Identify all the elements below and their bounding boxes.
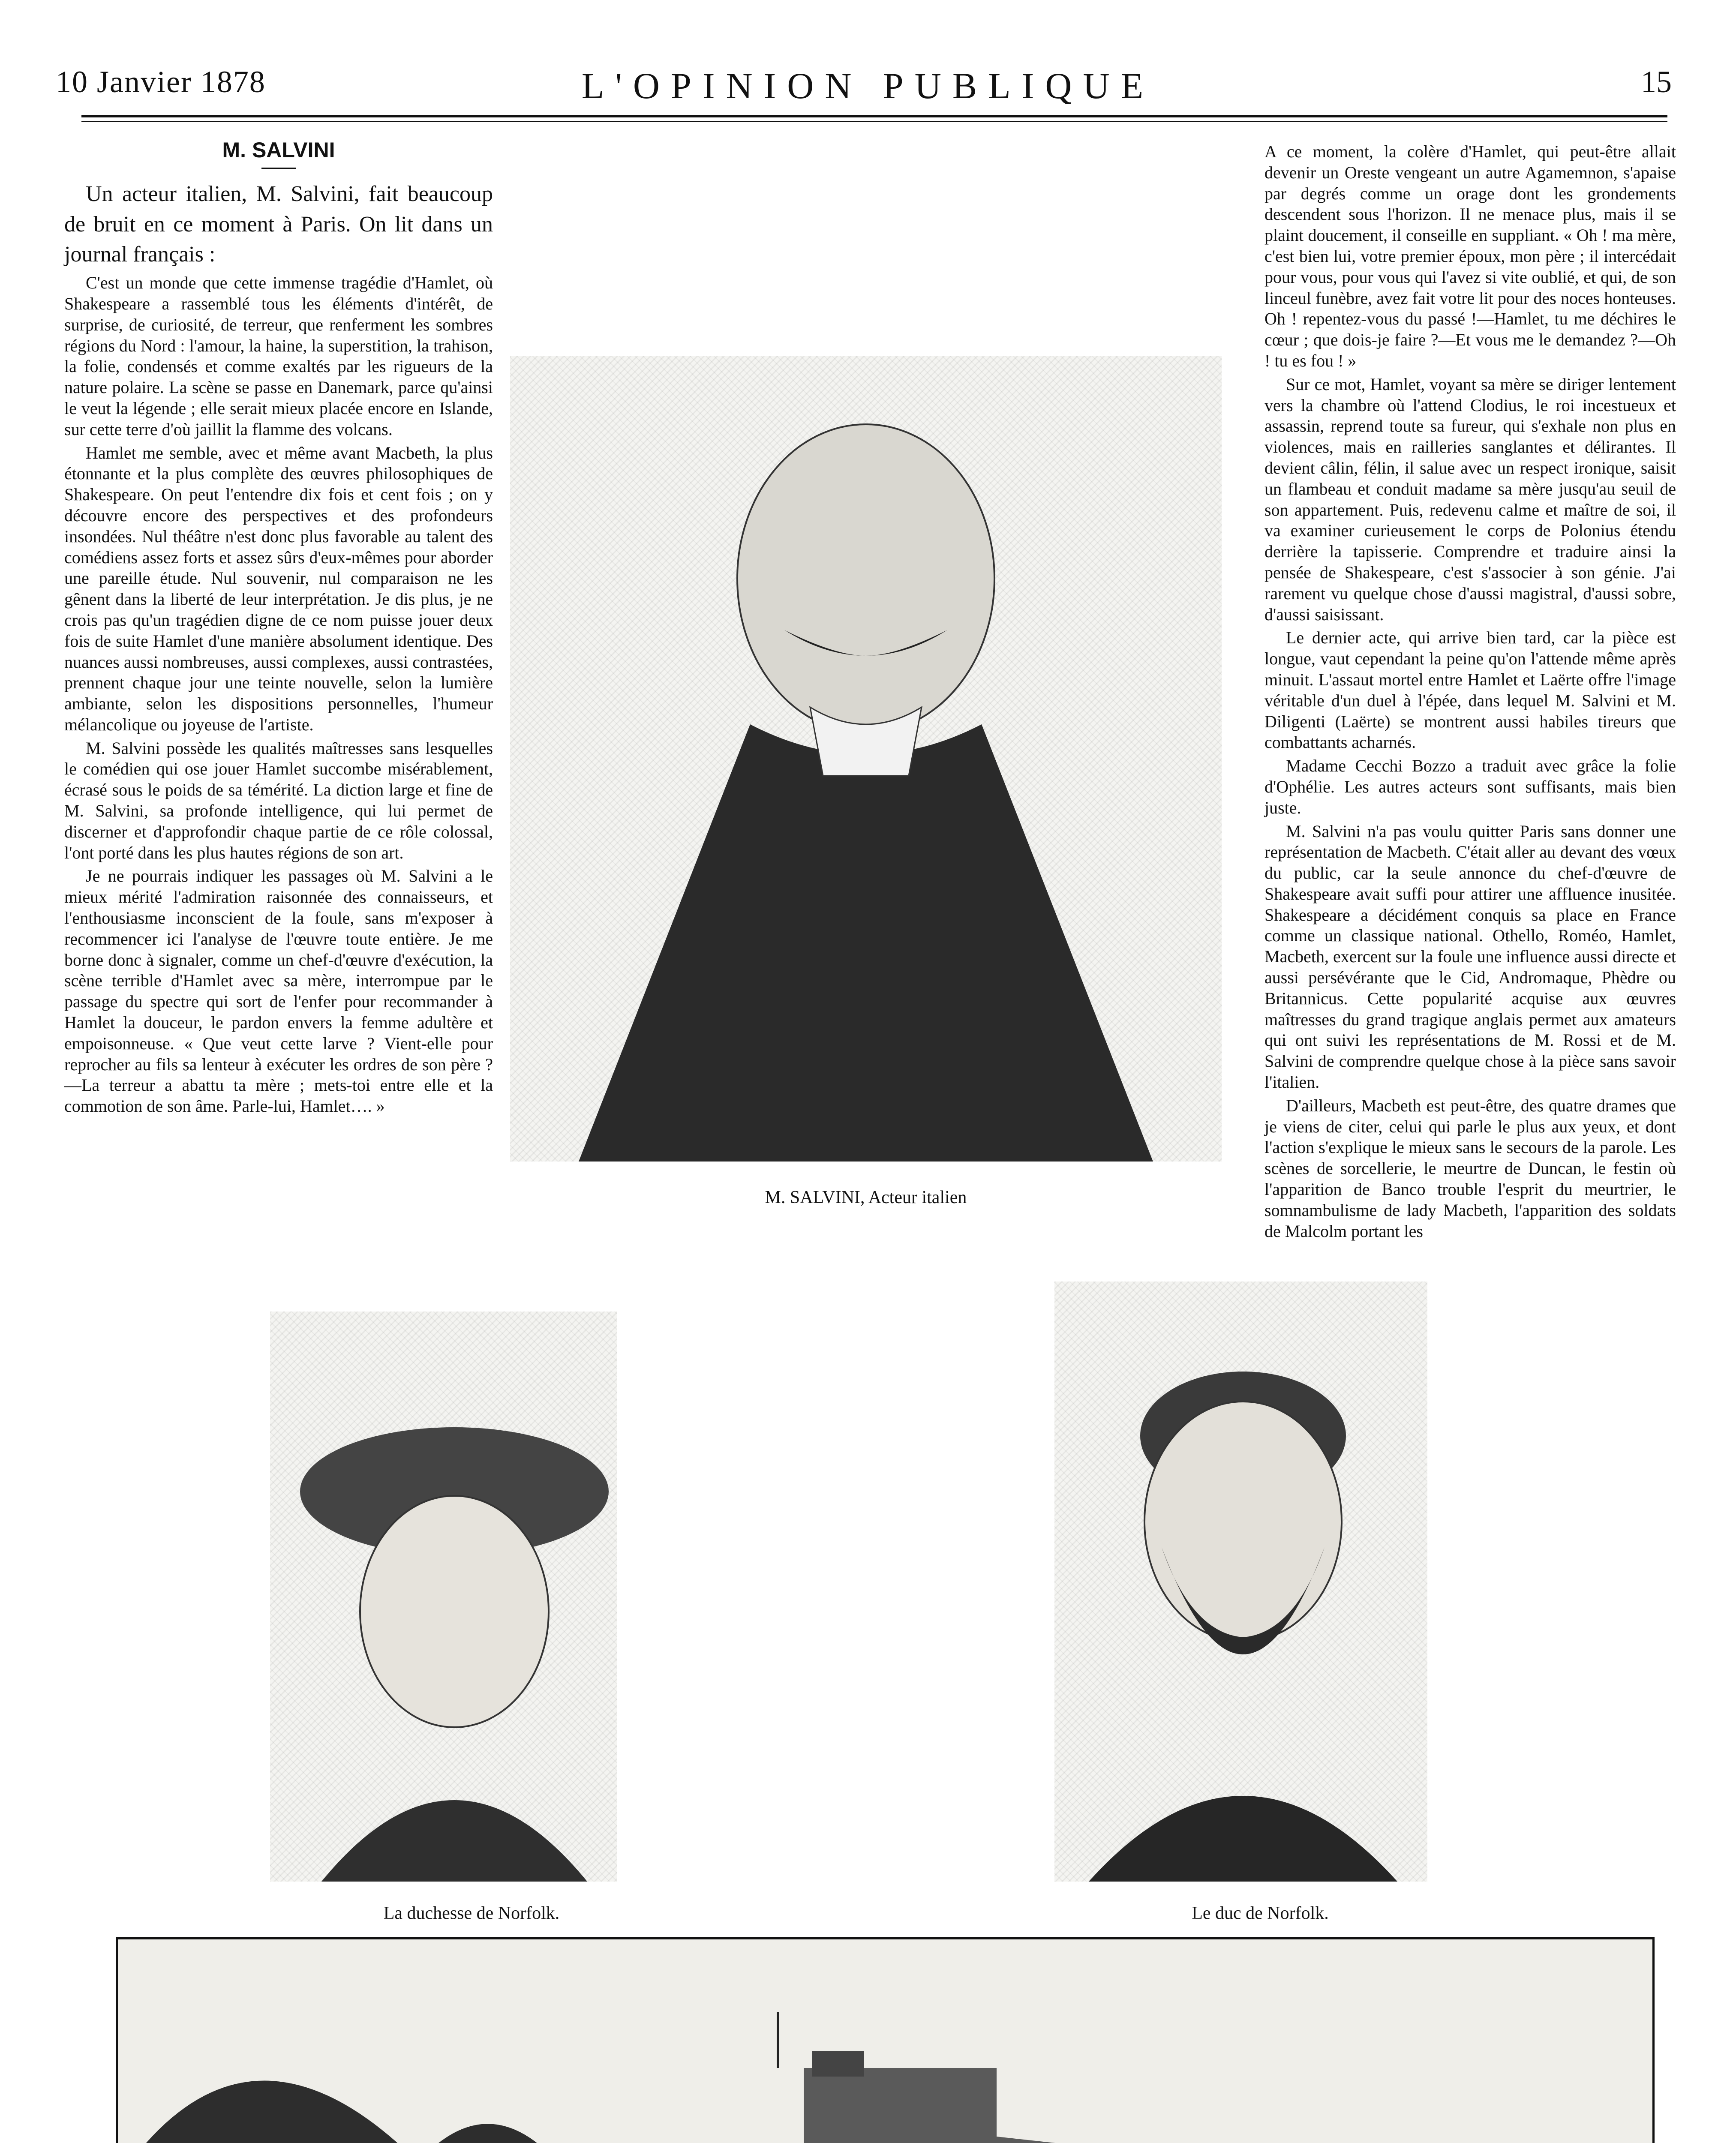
- duchesse-portrait-sketch: [270, 1312, 617, 1882]
- duc-portrait: [1054, 1282, 1427, 1882]
- article-paragraph: Hamlet me semble, avec et même avant Macbeth, la plus étonnante et la plus complète des œuvres philosophiques de Shakespeare. On peut l'entendre dix fois et cent fois ; on y découvre encore des perspectives et des profondeurs insondées. Nul théâtre n'est donc plus favorable au talent des comédiens assez forts et assez sûrs d'eux-mêmes pour aborder une pareille étude. Nul souvenir, nul comparaison ne les gênent dans la liberté de leur interprétation. Je dis plus, je ne crois pas qu'un tragédien digne de ce nom puisse jouer deux fois de suite Hamlet d'une manière absolument identique. Des nuances aussi nombreuses, aussi complexes, aussi contrastées, prennent chaque jour une teinte nouvelle, selon la lumière ambiante, selon les dispositions personnelles, l'humeur mélancolique ou joyeuse de l'artiste.: [64, 443, 493, 734]
- chateau-arundel-engraving: [116, 1937, 1655, 2143]
- article-right-column: [1264, 141, 1676, 1244]
- page-number: 15: [1641, 65, 1672, 99]
- masthead-rule: [81, 115, 1667, 117]
- duc-portrait-sketch: [1054, 1282, 1427, 1882]
- duc-caption: Le duc de Norfolk.: [1192, 1903, 1329, 1923]
- article-paragraph: Madame Cecchi Bozzo a traduit avec grâce la folie d'Ophélie. Les autres acteurs sont suffisants, mais bien juste.: [1264, 756, 1676, 817]
- article-intro: Un acteur italien, M. Salvini, fait beaucoup de bruit en ce moment à Paris. On lit dans un journal français :: [64, 182, 493, 267]
- chateau-arundel-sketch: [118, 1939, 1652, 2143]
- issue-date: 10 Janvier 1878: [56, 65, 266, 99]
- article-paragraph: A ce moment, la colère d'Hamlet, qui peut-être allait devenir un Oreste vengeant un autre Agamemnon, s'apaise par degrés comme un orage dont les grondements descendent sous l'horizon. Il ne menace plus, mais il se plaint doucement, il conseille en suppliant. « Oh ! ma mère, c'est bien lui, votre premier époux, mon père ; il intercédait pour vous, pour vous qui l'avez si vite oublié, et qui, de son linceul funèbre, avez fait votre lit pour des noces honteuses. Oh ! repentez-vous du passé !—Hamlet, tu me déchires le cœur ; que dois-je faire ?—Et vous me le demandez ?—Oh ! tu es fou ! »: [1264, 142, 1676, 370]
- duchesse-caption: La duchesse de Norfolk.: [383, 1903, 560, 1923]
- article-paragraph: C'est un monde que cette immense tragédie d'Hamlet, où Shakespeare a rassemblé tous les éléments d'intérêt, de surprise, de curiosité, de terreur, que renferment les sombres régions du Nord : l'amour, la haine, la superstition, la trahison, la folie, condensés et comme exaltés par les rigueurs de la nature polaire. La scène se passe en Danemark, parce qu'ainsi le veut la légende ; elle serait mieux placée encore en Islande, sur cette terre d'où jaillit la flamme des volcans.: [64, 273, 493, 439]
- salvini-portrait: [510, 356, 1222, 1162]
- article-paragraph: D'ailleurs, Macbeth est peut-être, des quatre drames que je viens de citer, celui qui parle le plus aux yeux, et dont l'action s'explique le mieux sans le secours de la parole. Les scènes de sorcellerie, le meurtre de Duncan, le festin où l'apparition de Banco trouble l'esprit du meurtrier, le somnambulisme de lady Macbeth, l'apparition des soldats de Malcolm portant les: [1264, 1096, 1676, 1241]
- article-paragraph: Le dernier acte, qui arrive bien tard, car la pièce est longue, vaut cependant la peine qu'on l'attende même après minuit. L'assaut mortel entre Hamlet et Laërte offre l'image véritable d'un duel à l'épée, dans lequel M. Salvini et M. Diligenti (Laërte) se montrent aussi habiles tireurs que combattants acharnés.: [1264, 628, 1676, 752]
- heading-rule: [261, 168, 296, 169]
- masthead-rule-thin: [81, 121, 1667, 122]
- article-paragraph: Sur ce mot, Hamlet, voyant sa mère se diriger lentement vers la chambre où l'attend Clodius, le roi incestueux et assassin, reprend toute sa fureur, qui s'exhale non plus en violences, mais en railleries sanglantes et délirantes. Il devient câlin, félin, il salue avec un respect ironique, saisit un flambeau et conduit madame sa mère jusqu'au seuil de son appartement. Puis, redevenu calme et maître de soi, il va examiner curieusement le corps de Polonius étendu derrière la tapisserie. Comprendre et traduire ainsi la pensée de Shakespeare, c'est s'associer à son génie. J'ai rarement vu quelque chose d'aussi magistral, d'aussi sobre, d'aussi saisissant.: [1264, 374, 1676, 624]
- article-paragraph: M. Salvini n'a pas voulu quitter Paris sans donner une représentation de Macbeth. C'était aller au devant des vœux du public, car la seule annonce du chef-d'œuvre de Shakespeare avait suffi pour attirer une affluence inusitée. Shakespeare a décidément conquis sa place en France comme un classique national. Othello, Roméo, Hamlet, Macbeth, exercent sur la foule une influence aussi directe et aussi persévérante que le Cid, Andromaque, Phèdre ou Britannicus. Cette popularité acquise aux œuvres maîtresses du grand tragique anglais permet aux amateurs qui ont suivi les représentations de M. Rossi et de M. Salvini de comprendre quelque chose à la pièce sans savoir l'italien.: [1264, 821, 1676, 1092]
- article-heading: M. SALVINI: [222, 138, 335, 162]
- salvini-portrait-sketch: [510, 356, 1222, 1162]
- salvini-caption: M. SALVINI, Acteur italien: [765, 1188, 967, 1207]
- article-paragraph: Je ne pourrais indiquer les passages où M. Salvini a le mieux mérité l'admiration raisonnée des connaisseurs, et l'enthousiasme inconscient de la foule, sans m'exposer à recommencer ici l'analyse de l'œuvre toute entière. Je me borne donc à signaler, comme un chef-d'œuvre d'exécution, la scène terrible d'Hamlet avec sa mère, interrompue par le passage du spectre qui sort de l'enfer pour recommander à Hamlet la douceur, le pardon envers la femme adultère et empoisonneuse. « Que veut cette larve ? Vient-elle pour reprocher au fils sa lenteur à exécuter les ordres de son père ?—La terreur a abattu ta mère ; mets-toi entre elle et la commotion de son âme. Parle-lui, Hamlet…. »: [64, 866, 493, 1116]
- article-left-column: [64, 137, 493, 1120]
- duchesse-portrait: [270, 1312, 617, 1882]
- article-paragraph: M. Salvini possède les qualités maîtresses sans lesquelles le comédien qui ose jouer Hamlet succombe misérablement, écrasé sous le poids de sa témérité. La diction large et fine de M. Salvini, sa profonde intelligence, qui lui permet de discerner et d'approfondir chaque partie de ce rôle colossal, l'ont porté dans les plus hautes régions de son art.: [64, 738, 493, 862]
- newspaper-title: L'OPINION PUBLIQUE: [581, 65, 1155, 106]
